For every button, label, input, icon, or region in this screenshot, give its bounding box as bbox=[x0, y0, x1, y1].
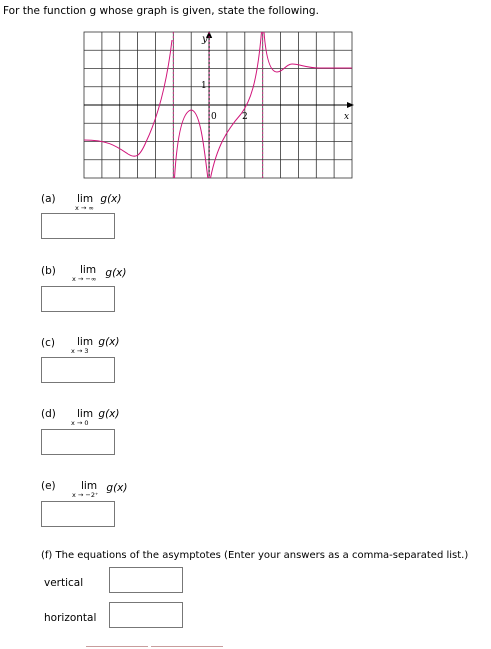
lim-subscript: x → ∞ bbox=[75, 204, 94, 212]
part-e-label: (e) bbox=[41, 480, 56, 492]
part-b-answer-input[interactable] bbox=[41, 286, 115, 312]
part-e-limit bbox=[72, 480, 128, 499]
part-b-label: (b) bbox=[41, 265, 56, 277]
part-d-limit bbox=[71, 408, 120, 427]
lim-function: g(x) bbox=[105, 267, 127, 279]
lim-function: g(x) bbox=[98, 408, 120, 420]
question-prompt: For the function g whose graph is given, state the following. bbox=[3, 5, 319, 17]
lim-subscript: x → 3 bbox=[71, 347, 89, 355]
axes bbox=[84, 34, 350, 178]
lim-function: g(x) bbox=[100, 193, 122, 205]
x-axis-label: x bbox=[344, 112, 350, 122]
part-e-answer-input[interactable] bbox=[41, 501, 115, 527]
part-d-label: (d) bbox=[41, 408, 56, 420]
part-f-prompt: (f) The equations of the asymptotes (Enter your answers as a comma-separated list.) bbox=[41, 550, 469, 561]
lim-word: lim bbox=[77, 336, 94, 348]
lim-subscript: x → −∞ bbox=[72, 275, 97, 283]
y-axis-label: y bbox=[202, 34, 208, 45]
part-c-limit bbox=[71, 336, 120, 355]
horizontal-asymptote-input[interactable] bbox=[109, 602, 183, 628]
vertical-asymptote-input[interactable] bbox=[109, 567, 183, 593]
part-c-answer-input[interactable] bbox=[41, 357, 115, 383]
lim-word: lim bbox=[77, 193, 94, 205]
horizontal-asymptote-label: horizontal bbox=[44, 612, 97, 624]
lim-word: lim bbox=[77, 408, 94, 420]
lim-word: lim bbox=[81, 480, 98, 492]
part-b-limit bbox=[72, 264, 127, 283]
lim-subscript: x → 0 bbox=[71, 419, 89, 427]
bottom-divider-right bbox=[151, 646, 223, 647]
lim-function: g(x) bbox=[106, 482, 128, 494]
tick-label-x-two: 2 bbox=[242, 112, 248, 122]
tick-label-origin: 0 bbox=[211, 112, 217, 122]
lim-word: lim bbox=[80, 264, 97, 276]
function-graph bbox=[80, 28, 356, 182]
part-d-answer-input[interactable] bbox=[41, 429, 115, 455]
lim-subscript: x → −2⁺ bbox=[72, 491, 99, 499]
part-a-limit bbox=[75, 193, 122, 212]
part-c-label: (c) bbox=[41, 337, 55, 349]
lim-function: g(x) bbox=[98, 336, 120, 348]
vertical-asymptote-label: vertical bbox=[44, 577, 84, 589]
bottom-divider-left bbox=[86, 646, 148, 647]
part-a-answer-input[interactable] bbox=[41, 213, 115, 239]
x-axis-arrow bbox=[347, 102, 354, 108]
part-a-label: (a) bbox=[41, 193, 56, 205]
tick-label-y-one: 1 bbox=[201, 81, 207, 91]
